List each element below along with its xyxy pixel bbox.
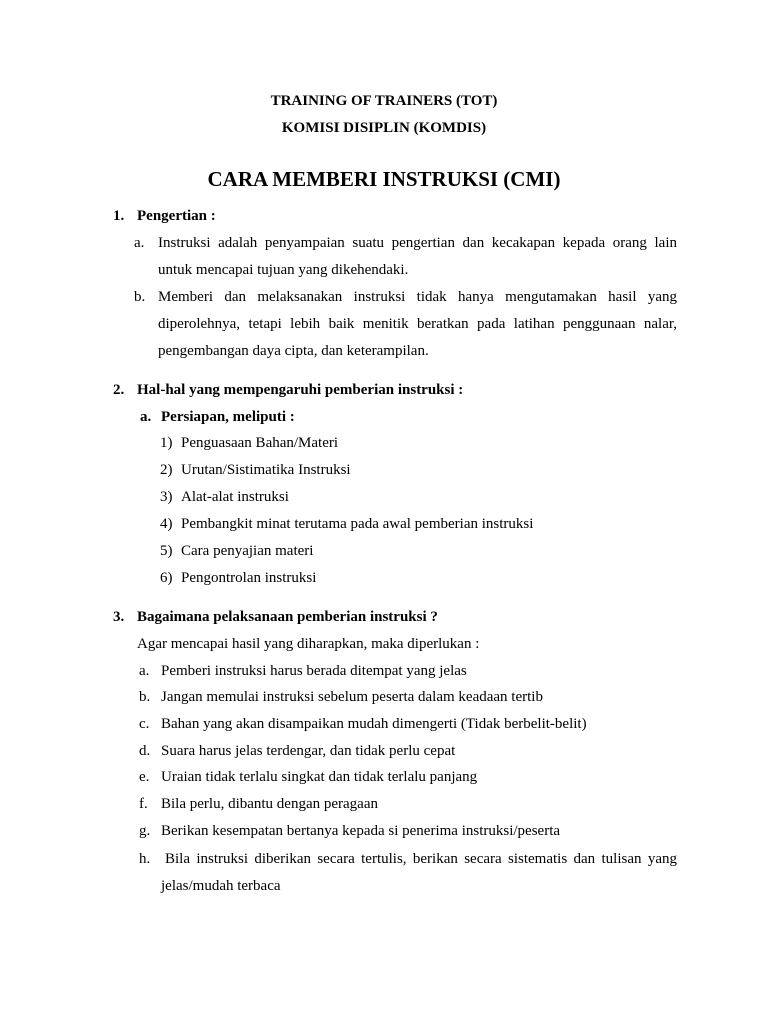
section-1-heading: Pengertian : [137, 208, 216, 224]
list-marker: g. [139, 823, 151, 839]
list-marker: 1) [160, 435, 173, 451]
list-marker: 4) [160, 516, 173, 532]
list-item: Suara harus jelas terdengar, dan tidak perlu cepat [161, 743, 456, 759]
list-item: Pengontrolan instruksi [181, 570, 317, 586]
section-2-heading: Hal-hal yang mempengaruhi pemberian instruksi : [137, 382, 464, 398]
list-marker: h. [139, 851, 151, 867]
list-marker: b. [139, 689, 151, 705]
paragraph-line: pengembangan daya cipta, dan keterampilan. [158, 343, 429, 359]
list-item: Bahan yang akan disampaikan mudah dimengerti (Tidak berbelit-belit) [161, 716, 587, 732]
section-3-number: 3. [113, 609, 125, 625]
list-marker: 2) [160, 462, 173, 478]
list-item: Berikan kesempatan bertanya kepada si penerima instruksi/peserta [161, 823, 561, 839]
subsection-heading: Persiapan, meliputi : [161, 409, 295, 425]
header-line-1: TRAINING OF TRAINERS (TOT) [270, 93, 498, 109]
paragraph-line: Instruksi adalah penyampaian suatu pengertian dan kecakapan kepada orang lain [158, 235, 677, 251]
list-item: Bila perlu, dibantu dengan peragaan [161, 796, 379, 812]
section-2-number: 2. [113, 382, 125, 398]
list-item: Alat-alat instruksi [181, 489, 289, 505]
list-item: Uraian tidak terlalu singkat dan tidak terlalu panjang [161, 769, 478, 785]
paragraph-line: Bila instruksi diberikan secara tertulis, berikan secara sistematis dan tulisan yang [165, 851, 677, 867]
list-marker: 3) [160, 489, 173, 505]
section-3-intro: Agar mencapai hasil yang diharapkan, maka diperlukan : [137, 636, 480, 652]
list-marker: f. [139, 796, 148, 812]
list-marker: b. [134, 289, 146, 305]
list-marker: a. [140, 409, 152, 425]
list-marker: d. [139, 743, 151, 759]
list-marker: e. [139, 769, 150, 785]
list-item: Pemberi instruksi harus berada ditempat yang jelas [161, 663, 467, 679]
paragraph-line: Memberi dan melaksanakan instruksi tidak hanya mengutamakan hasil yang [158, 289, 677, 305]
list-marker: a. [134, 235, 145, 251]
list-item: Pembangkit minat terutama pada awal pemberian instruksi [181, 516, 534, 532]
header-line-2: KOMISI DISIPLIN (KOMDIS) [281, 120, 487, 136]
list-item: Urutan/Sistimatika Instruksi [181, 462, 351, 478]
list-marker: a. [139, 663, 150, 679]
list-marker: 5) [160, 543, 173, 559]
list-item: Penguasaan Bahan/Materi [181, 435, 339, 451]
paragraph-line: untuk mencapai tujuan yang dikehendaki. [158, 262, 409, 278]
list-item: Cara penyajian materi [181, 543, 314, 559]
list-marker: 6) [160, 570, 173, 586]
paragraph-line: jelas/mudah terbaca [161, 878, 281, 894]
section-1-number: 1. [113, 208, 125, 224]
document-title: CARA MEMBERI INSTRUKSI (CMI) [207, 167, 561, 191]
section-3-heading: Bagaimana pelaksanaan pemberian instruksi ? [137, 609, 438, 625]
list-item: Jangan memulai instruksi sebelum peserta dalam keadaan tertib [161, 689, 543, 705]
list-marker: c. [139, 716, 150, 732]
paragraph-line: diperolehnya, tetapi lebih baik menitik beratkan pada latihan penggunaan nalar, [158, 316, 677, 332]
